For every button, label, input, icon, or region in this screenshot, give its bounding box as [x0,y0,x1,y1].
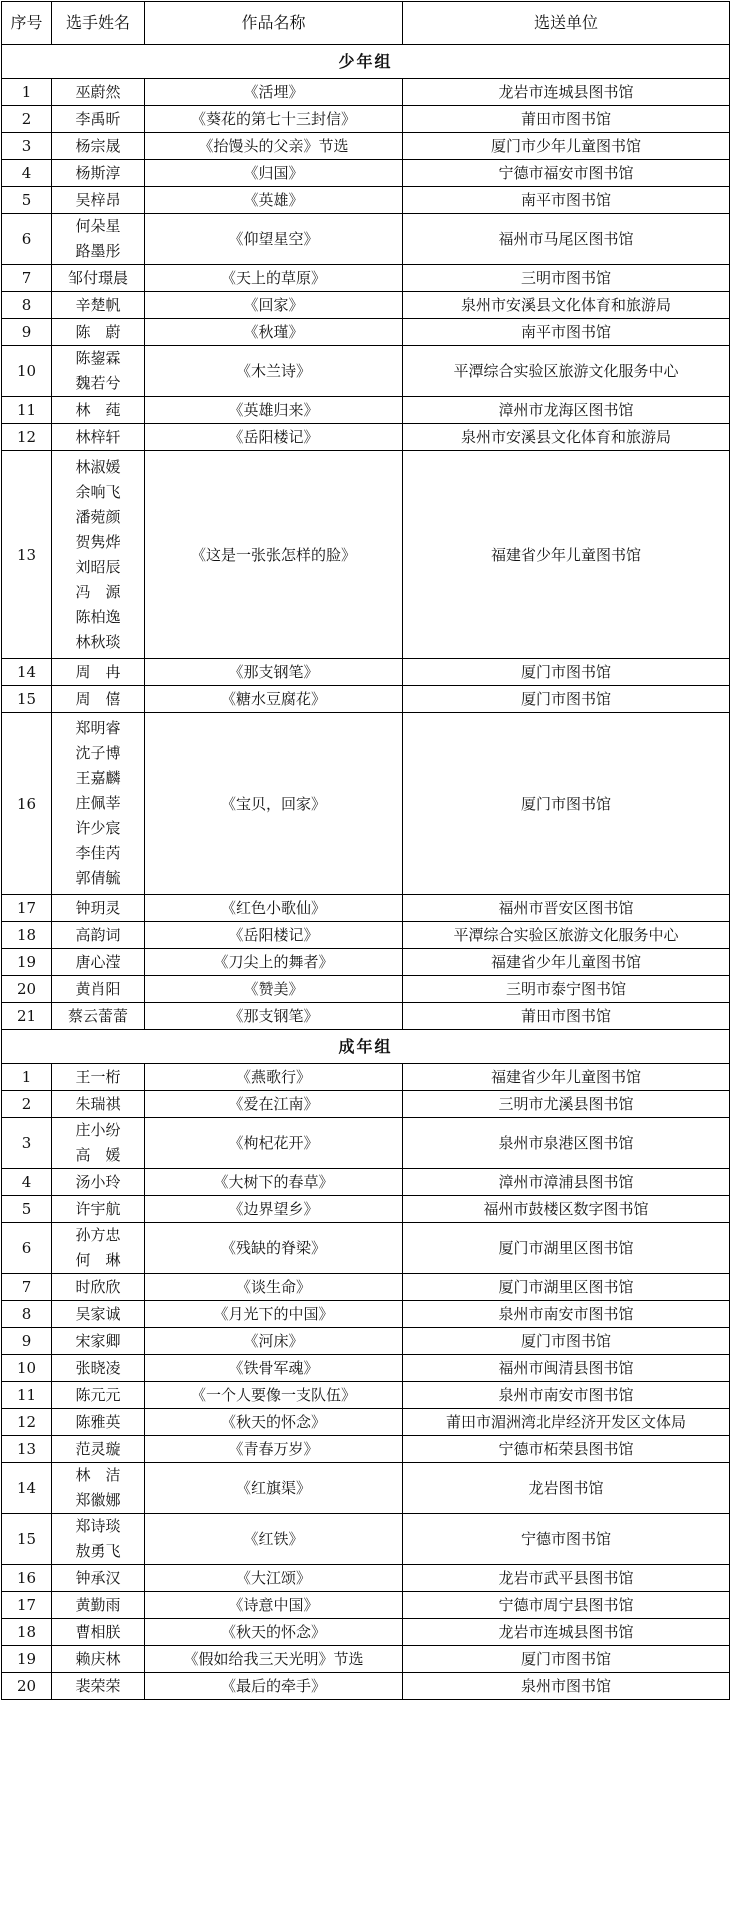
contestant-names [52,214,145,265]
submitting-unit: 福建省少年儿童图书馆 [403,451,730,659]
contestant-names [52,1274,145,1301]
row-number: 7 [2,265,52,292]
contestant-names [52,686,145,713]
contestant-name: 郑明睿 [75,719,121,737]
contestant-names [52,1091,145,1118]
work-title: 《英雄》 [145,187,403,214]
contestant-names [52,160,145,187]
row-number: 19 [2,949,52,976]
submitting-unit: 福州市晋安区图书馆 [403,895,730,922]
contestant-name: 赖庆林 [75,1649,121,1668]
submitting-unit: 南平市图书馆 [403,319,730,346]
submitting-unit: 龙岩市武平县图书馆 [403,1565,730,1592]
contestant-names [52,1118,145,1169]
contestant-names [52,976,145,1003]
table-row [2,451,730,659]
row-number: 2 [2,106,52,133]
contestant-name: 辛楚帆 [75,295,121,314]
contestant-name: 贺隽烨 [75,532,121,551]
contestant-names [52,1514,145,1565]
row-number: 8 [2,292,52,319]
work-title: 《燕歌行》 [145,1064,403,1091]
contestant-name: 邹付璟晨 [67,268,128,287]
contestant-names [52,319,145,346]
contestant-name: 王嘉麟 [75,769,121,787]
contestant-name: 林 洁 [75,1466,121,1484]
table-row [2,1196,730,1223]
contestant-name: 许宇航 [75,1199,121,1218]
table-row [2,346,730,397]
table-body [2,45,730,1700]
row-number: 13 [2,451,52,659]
group-row [2,1030,730,1064]
row-number: 18 [2,922,52,949]
contestant-name: 朱瑞祺 [75,1094,121,1113]
work-title: 《秋瑾》 [145,319,403,346]
contestant-name: 高 媛 [75,1146,121,1164]
work-title: 《仰望星空》 [145,214,403,265]
contestant-names [52,1196,145,1223]
work-title: 《英雄归来》 [145,397,403,424]
table-row [2,1619,730,1646]
submitting-unit: 漳州市漳浦县图书馆 [403,1169,730,1196]
contestant-name: 许少宸 [75,819,121,837]
contestant-name: 林梓轩 [75,427,121,446]
work-title: 《秋天的怀念》 [145,1409,403,1436]
table-row [2,1003,730,1030]
submitting-unit: 福州市鼓楼区数字图书馆 [403,1196,730,1223]
work-title: 《回家》 [145,292,403,319]
submitting-unit: 厦门市图书馆 [403,1328,730,1355]
contestant-names [52,659,145,686]
submitting-unit: 莆田市湄洲湾北岸经济开发区文体局 [403,1409,730,1436]
contestant-name: 杨宗晟 [75,136,121,155]
contestant-names [52,397,145,424]
submitting-unit: 福建省少年儿童图书馆 [403,949,730,976]
table-row [2,79,730,106]
contestant-name: 周 僖 [75,689,121,708]
work-title: 《秋天的怀念》 [145,1619,403,1646]
contestant-names [52,1463,145,1514]
work-title: 《大树下的春草》 [145,1169,403,1196]
submitting-unit: 泉州市图书馆 [403,1673,730,1700]
work-title: 《那支钢笔》 [145,1003,403,1030]
table-row [2,397,730,424]
submitting-unit: 泉州市安溪县文化体育和旅游局 [403,292,730,319]
group-title: 成年组 [2,1030,730,1064]
row-number: 7 [2,1274,52,1301]
submitting-unit: 莆田市图书馆 [403,1003,730,1030]
submitting-unit: 宁德市周宁县图书馆 [403,1592,730,1619]
contestant-name: 高韵词 [75,925,121,944]
work-title: 《残缺的脊梁》 [145,1223,403,1274]
submitting-unit: 平潭综合实验区旅游文化服务中心 [403,346,730,397]
table-row [2,1301,730,1328]
table-row [2,1118,730,1169]
table-row [2,1436,730,1463]
contestant-names [52,1409,145,1436]
row-number: 18 [2,1619,52,1646]
row-number: 17 [2,1592,52,1619]
contestant-names [52,79,145,106]
contestant-name: 路墨彤 [75,242,121,260]
contestant-name: 唐心滢 [75,952,121,971]
work-title: 《假如给我三天光明》节选 [145,1646,403,1673]
work-title: 《抬馒头的父亲》节选 [145,133,403,160]
table-row [2,214,730,265]
row-number: 11 [2,397,52,424]
contestant-name: 郑徽娜 [75,1491,121,1509]
row-number: 14 [2,1463,52,1514]
table-row [2,976,730,1003]
row-number: 15 [2,1514,52,1565]
work-title: 《赞美》 [145,976,403,1003]
submitting-unit: 漳州市龙海区图书馆 [403,397,730,424]
work-title: 《岳阳楼记》 [145,922,403,949]
table-row [2,686,730,713]
table-row [2,106,730,133]
table-row [2,922,730,949]
contestant-name: 潘菀颜 [75,507,121,526]
contestant-name: 周 冉 [75,662,121,681]
table-row [2,1091,730,1118]
contestant-name: 吴家诚 [75,1304,121,1323]
work-title: 《枸杞花开》 [145,1118,403,1169]
contestant-name: 魏若兮 [75,374,121,392]
contestant-name: 李佳芮 [75,844,121,862]
work-title: 《红旗渠》 [145,1463,403,1514]
submitting-unit: 泉州市南安市图书馆 [403,1301,730,1328]
header-cell-no: 序号 [2,2,52,45]
table-row [2,1223,730,1274]
submitting-unit: 三明市图书馆 [403,265,730,292]
contestant-names [52,1673,145,1700]
contestant-name: 孙方忠 [75,1226,121,1244]
table-row [2,160,730,187]
table-row [2,659,730,686]
table-row [2,265,730,292]
work-title: 《最后的牵手》 [145,1673,403,1700]
row-number: 16 [2,713,52,895]
header-cell-work: 作品名称 [145,2,403,45]
contestant-name: 陈雅英 [75,1412,121,1431]
contestant-names [52,1169,145,1196]
work-title: 《月光下的中国》 [145,1301,403,1328]
contestant-names [52,922,145,949]
contestant-names [52,187,145,214]
contestant-names [52,1619,145,1646]
submitting-unit: 宁德市福安市图书馆 [403,160,730,187]
table-row [2,1592,730,1619]
work-title: 《红铁》 [145,1514,403,1565]
table-row [2,1169,730,1196]
contestant-names [52,1328,145,1355]
table-row [2,292,730,319]
contestant-name: 杨斯淳 [75,163,121,182]
contestant-names [52,1565,145,1592]
row-number: 2 [2,1091,52,1118]
row-number: 3 [2,1118,52,1169]
submitting-unit: 福州市闽清县图书馆 [403,1355,730,1382]
work-title: 《木兰诗》 [145,346,403,397]
contestant-names [52,1355,145,1382]
row-number: 16 [2,1565,52,1592]
table-row [2,1382,730,1409]
table-row [2,1565,730,1592]
row-number: 6 [2,214,52,265]
work-title: 《那支钢笔》 [145,659,403,686]
submitting-unit: 平潭综合实验区旅游文化服务中心 [403,922,730,949]
contestant-name: 陈元元 [75,1385,121,1404]
row-number: 4 [2,1169,52,1196]
work-title: 《青春万岁》 [145,1436,403,1463]
contestant-name: 曹相朕 [75,1622,121,1641]
contestant-name: 何 琳 [75,1251,121,1269]
row-number: 1 [2,1064,52,1091]
table-row [2,1673,730,1700]
table-row [2,1064,730,1091]
contestant-name: 何朵星 [75,217,121,235]
row-number: 14 [2,659,52,686]
contestant-name: 陈柏逸 [75,607,121,626]
contestant-name: 蔡云蕾蕾 [67,1006,128,1025]
row-number: 3 [2,133,52,160]
submitting-unit: 厦门市湖里区图书馆 [403,1274,730,1301]
contestant-name: 林 莼 [75,400,121,419]
submitting-unit: 三明市尤溪县图书馆 [403,1091,730,1118]
work-title: 《归国》 [145,160,403,187]
submitting-unit: 厦门市湖里区图书馆 [403,1223,730,1274]
contestant-names [52,1223,145,1274]
submitting-unit: 厦门市少年儿童图书馆 [403,133,730,160]
contestant-name: 巫蔚然 [75,82,121,101]
table-row [2,424,730,451]
row-number: 10 [2,1355,52,1382]
work-title: 《大江颂》 [145,1565,403,1592]
work-title: 《天上的草原》 [145,265,403,292]
row-number: 1 [2,79,52,106]
contestant-names [52,133,145,160]
submitting-unit: 泉州市南安市图书馆 [403,1382,730,1409]
table-row [2,1514,730,1565]
contestant-name: 王一桁 [75,1067,121,1086]
work-title: 《刀尖上的舞者》 [145,949,403,976]
contestant-names [52,424,145,451]
contestant-names [52,1592,145,1619]
work-title: 《谈生命》 [145,1274,403,1301]
contestant-name: 刘昭辰 [75,557,121,576]
row-number: 20 [2,976,52,1003]
row-number: 5 [2,187,52,214]
contestant-name: 林秋琰 [75,632,121,651]
table-row [2,319,730,346]
header-row [2,2,730,45]
table-row [2,1646,730,1673]
work-title: 《这是一张张怎样的脸》 [145,451,403,659]
work-title: 《爱在江南》 [145,1091,403,1118]
table-row [2,1409,730,1436]
work-title: 《铁骨军魂》 [145,1355,403,1382]
contestant-name: 钟玥灵 [75,898,121,917]
row-number: 4 [2,160,52,187]
row-number: 6 [2,1223,52,1274]
contestant-name: 郭倩毓 [75,869,121,887]
row-number: 8 [2,1301,52,1328]
submitting-unit: 厦门市图书馆 [403,659,730,686]
contestant-names [52,895,145,922]
work-title: 《葵花的第七十三封信》 [145,106,403,133]
work-title: 《岳阳楼记》 [145,424,403,451]
contestant-name: 郑诗琰 [75,1517,121,1535]
contestant-name: 余响飞 [75,482,121,501]
submitting-unit: 厦门市图书馆 [403,686,730,713]
submitting-unit: 龙岩市连城县图书馆 [403,1619,730,1646]
contestant-name: 时欣欣 [75,1277,121,1296]
row-number: 15 [2,686,52,713]
contestant-name: 黄肖阳 [75,979,121,998]
submitting-unit: 三明市泰宁图书馆 [403,976,730,1003]
table-row [2,1355,730,1382]
table-row [2,1274,730,1301]
table-row [2,949,730,976]
row-number: 12 [2,424,52,451]
table-row [2,713,730,895]
award-table [1,1,730,1700]
contestant-names [52,1064,145,1091]
contestant-names [52,1301,145,1328]
contestant-name: 冯 源 [75,582,121,601]
submitting-unit: 厦门市图书馆 [403,713,730,895]
header-cell-unit: 选送单位 [403,2,730,45]
work-title: 《糖水豆腐花》 [145,686,403,713]
contestant-name: 沈子博 [75,744,121,762]
contestant-names [52,1382,145,1409]
contestant-names [52,106,145,133]
submitting-unit: 厦门市图书馆 [403,1646,730,1673]
row-number: 5 [2,1196,52,1223]
header-cell-names: 选手姓名 [52,2,145,45]
contestant-name: 陈鋆霖 [75,349,121,367]
contestant-name: 林淑媛 [75,457,121,476]
contestant-name: 庄小纷 [75,1121,121,1139]
table-row [2,133,730,160]
submitting-unit: 泉州市泉港区图书馆 [403,1118,730,1169]
submitting-unit: 莆田市图书馆 [403,106,730,133]
row-number: 12 [2,1409,52,1436]
work-title: 《边界望乡》 [145,1196,403,1223]
submitting-unit: 南平市图书馆 [403,187,730,214]
submitting-unit: 宁德市图书馆 [403,1514,730,1565]
row-number: 9 [2,1328,52,1355]
table-row [2,895,730,922]
table-row [2,1463,730,1514]
row-number: 13 [2,1436,52,1463]
contestant-name: 汤小玲 [75,1172,121,1191]
submitting-unit: 福建省少年儿童图书馆 [403,1064,730,1091]
group-row [2,45,730,79]
contestant-name: 范灵璇 [75,1439,121,1458]
contestant-name: 裴荣荣 [75,1676,121,1695]
work-title: 《活埋》 [145,79,403,106]
contestant-names [52,713,145,895]
work-title: 《河床》 [145,1328,403,1355]
table-row [2,1328,730,1355]
contestant-name: 庄佩莘 [75,794,121,812]
row-number: 9 [2,319,52,346]
submitting-unit: 龙岩市连城县图书馆 [403,79,730,106]
row-number: 10 [2,346,52,397]
contestant-names [52,346,145,397]
row-number: 17 [2,895,52,922]
work-title: 《一个人要像一支队伍》 [145,1382,403,1409]
contestant-name: 黄勤雨 [75,1595,121,1614]
row-number: 20 [2,1673,52,1700]
row-number: 19 [2,1646,52,1673]
work-title: 《宝贝，回家》 [145,713,403,895]
contestant-names [52,949,145,976]
contestant-name: 陈 蔚 [75,322,121,341]
contestant-names [52,265,145,292]
work-title: 《红色小歌仙》 [145,895,403,922]
submitting-unit: 宁德市柘荣县图书馆 [403,1436,730,1463]
contestant-name: 宋家卿 [75,1331,121,1350]
contestant-names [52,1003,145,1030]
contestant-names [52,451,145,659]
row-number: 21 [2,1003,52,1030]
work-title: 《诗意中国》 [145,1592,403,1619]
contestant-name: 张晓凌 [75,1358,121,1377]
contestant-names [52,1646,145,1673]
submitting-unit: 龙岩图书馆 [403,1463,730,1514]
contestant-names [52,1436,145,1463]
submitting-unit: 福州市马尾区图书馆 [403,214,730,265]
group-title: 少年组 [2,45,730,79]
contestant-name: 李禹昕 [75,109,121,128]
submitting-unit: 泉州市安溪县文化体育和旅游局 [403,424,730,451]
table-row [2,187,730,214]
contestant-names [52,292,145,319]
row-number: 11 [2,1382,52,1409]
contestant-name: 钟承汉 [75,1568,121,1587]
contestant-name: 吴梓昂 [75,190,121,209]
contestant-name: 敖勇飞 [75,1542,121,1560]
